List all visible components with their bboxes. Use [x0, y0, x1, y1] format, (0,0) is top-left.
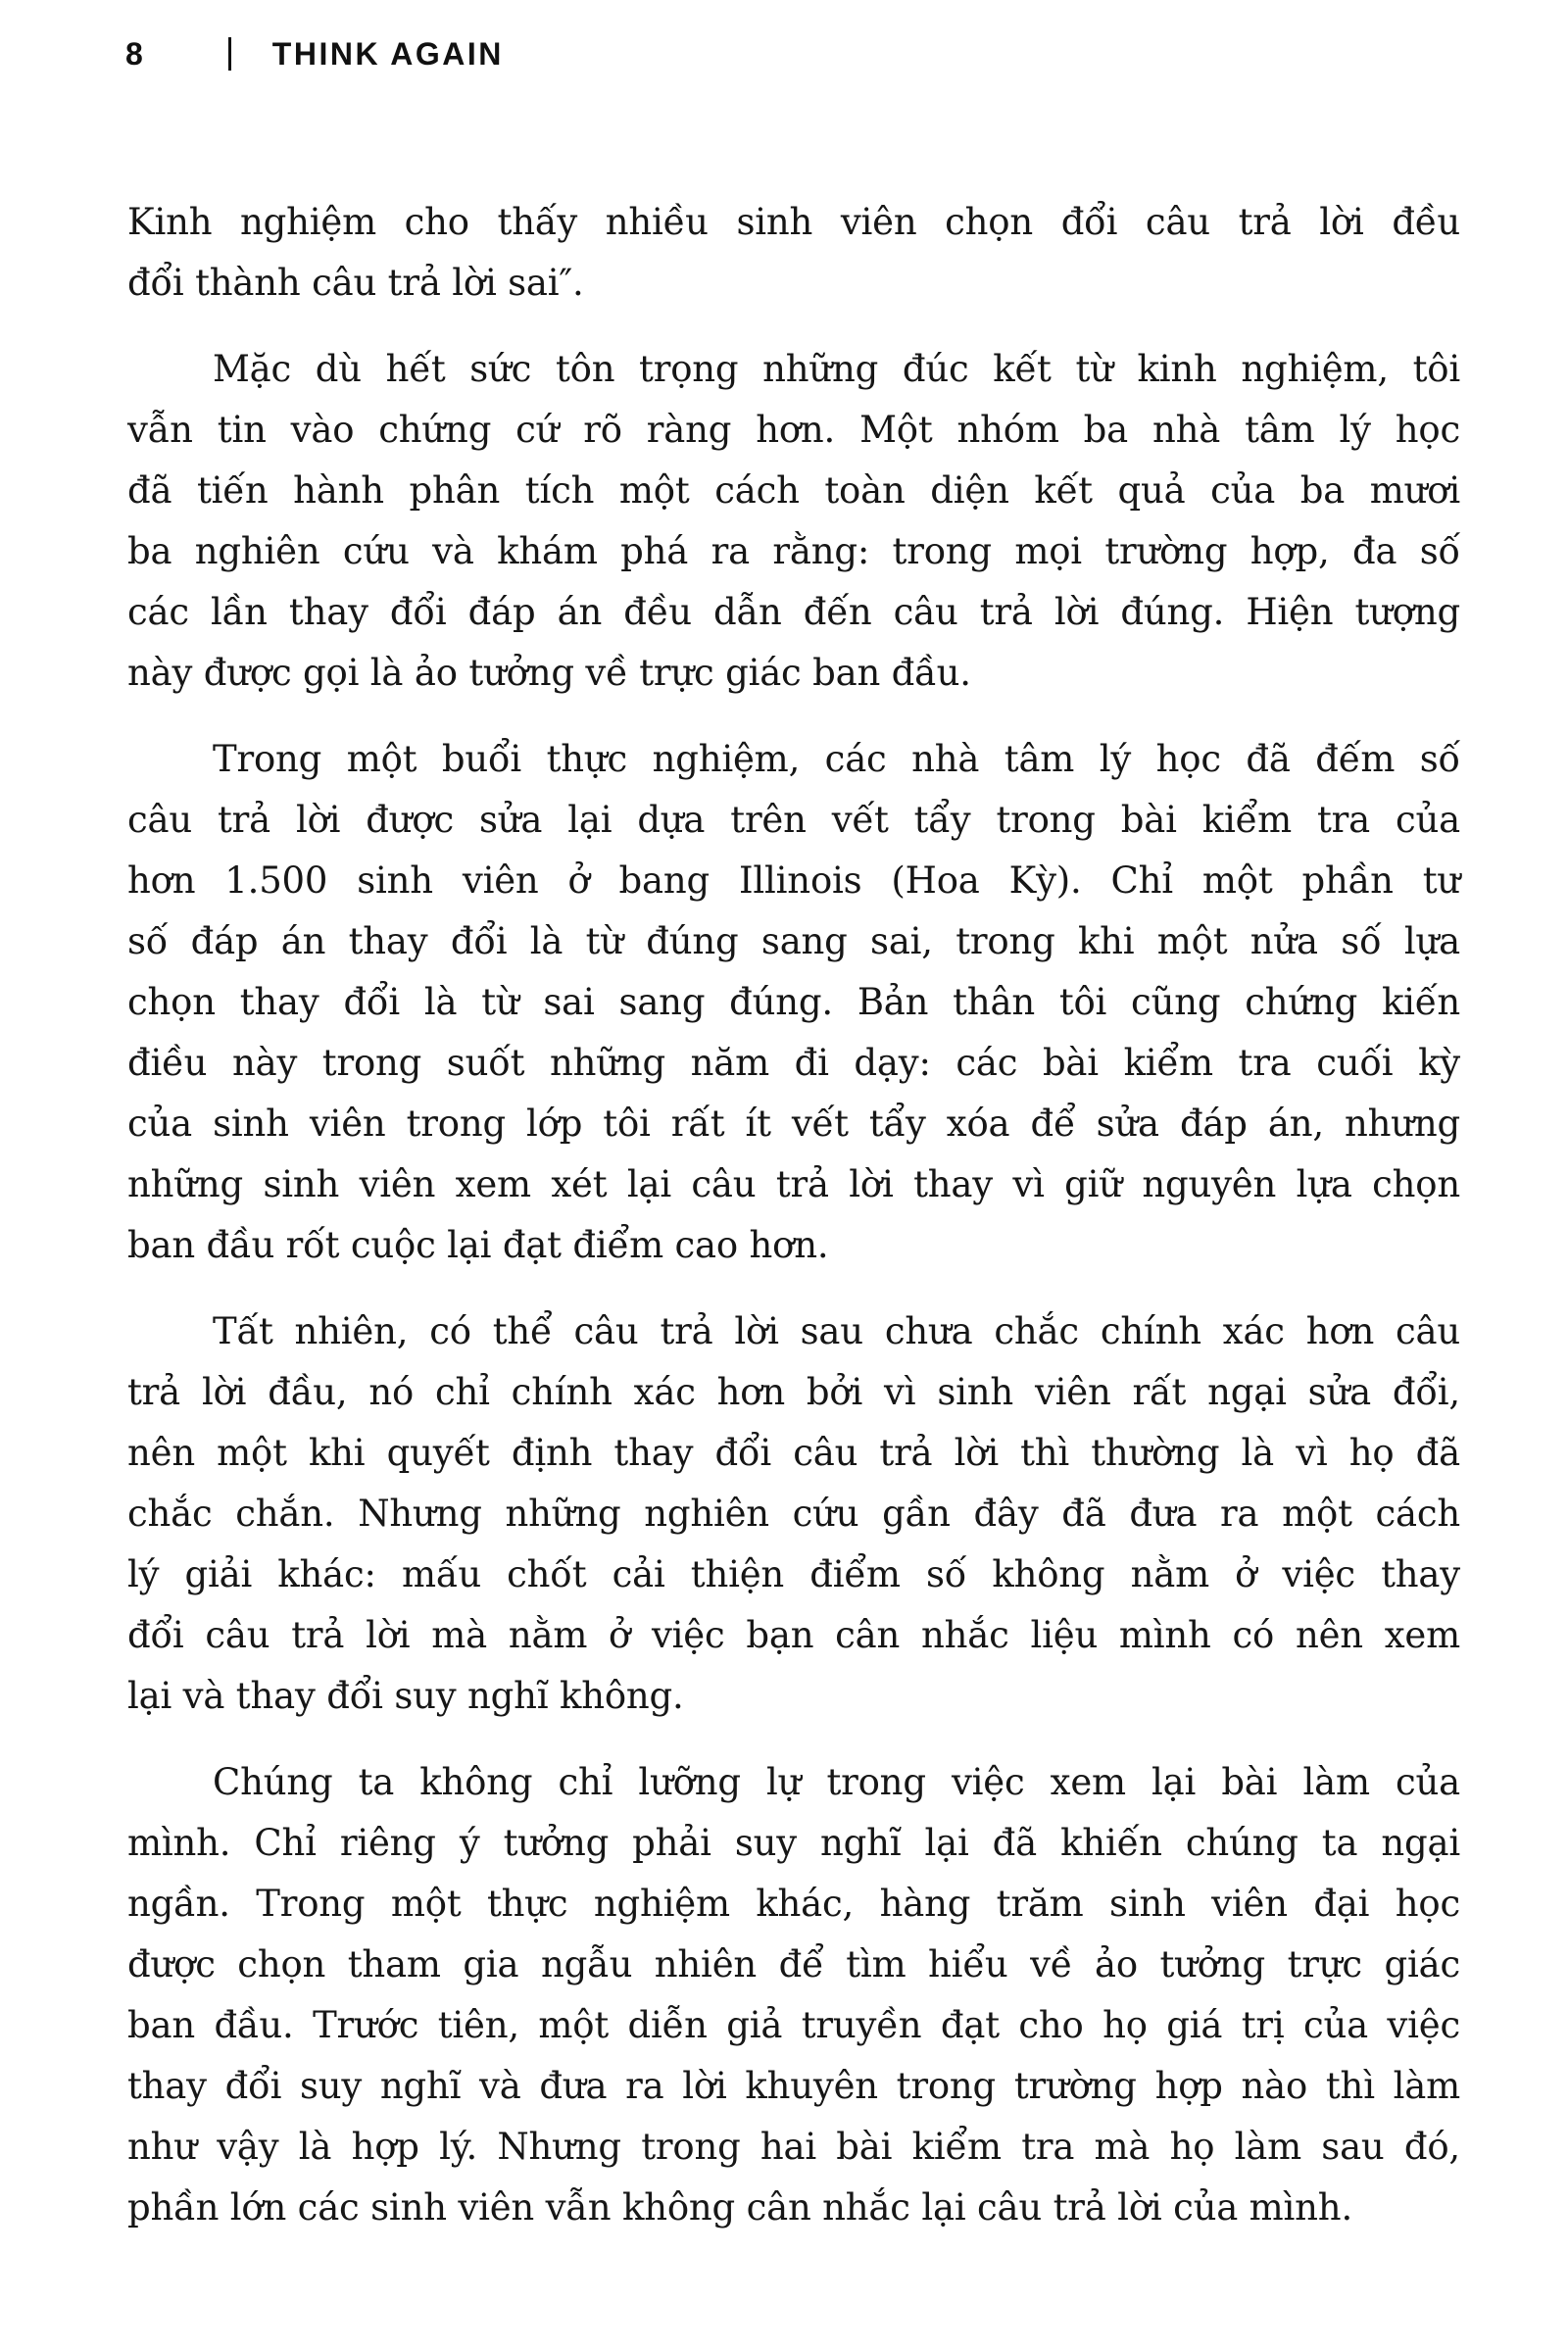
book-title: THINK AGAIN	[271, 36, 504, 72]
page-number: 8	[125, 36, 144, 72]
text-line: Mặc dù hết sức tôn trọng những đúc kết từ kinh nghiệm, tôi	[213, 348, 1460, 390]
text-line: ban đầu. Trước tiên, một diễn giả truyền đạt cho họ giá trị của việc	[127, 2004, 1460, 2046]
text-line: đổi câu trả lời mà nằm ở việc bạn cân nhắc liệu mình có nên xem	[127, 1614, 1460, 1656]
text-line: hơn 1.500 sinh viên ở bang Illinois (Hoa Kỳ). Chỉ một phần tư	[127, 859, 1460, 902]
text-line: này được gọi là ảo tưởng về trực giác ban đầu.	[127, 652, 971, 694]
paragraph	[127, 339, 1460, 704]
text-line: của sinh viên trong lớp tôi rất ít vết tẩy xóa để sửa đáp án, nhưng	[127, 1102, 1460, 1145]
text-line: lý giải khác: mấu chốt cải thiện điểm số không nằm ở việc thay	[127, 1553, 1460, 1595]
text-line: trả lời đầu, nó chỉ chính xác hơn bởi vì sinh viên rất ngại sửa đổi,	[127, 1371, 1460, 1413]
header-divider	[228, 37, 231, 71]
text-line: những sinh viên xem xét lại câu trả lời thay vì giữ nguyên lựa chọn	[127, 1163, 1460, 1205]
text-line: các lần thay đổi đáp án đều dẫn đến câu trả lời đúng. Hiện tượng	[127, 591, 1460, 633]
text-line: chắc chắn. Nhưng những nghiên cứu gần đây đã đưa ra một cách	[127, 1493, 1460, 1535]
text-line: Trong một buổi thực nghiệm, các nhà tâm lý học đã đếm số	[213, 738, 1460, 780]
paragraph	[127, 1301, 1460, 1727]
text-line: được chọn tham gia ngẫu nhiên để tìm hiểu về ảo tưởng trực giác	[127, 1943, 1460, 1985]
text-line: Chúng ta không chỉ lưỡng lự trong việc xem lại bài làm của	[213, 1761, 1460, 1803]
text-line: đã tiến hành phân tích một cách toàn diện kết quả của ba mươi	[127, 469, 1460, 512]
page-body	[127, 192, 1460, 2238]
paragraph	[127, 192, 1460, 314]
text-line: chọn thay đổi là từ sai sang đúng. Bản thân tôi cũng chứng kiến	[127, 981, 1460, 1023]
text-line: ban đầu rốt cuộc lại đạt điểm cao hơn.	[127, 1224, 829, 1266]
text-line: lại và thay đổi suy nghĩ không.	[127, 1675, 684, 1717]
text-line: đổi thành câu trả lời sai″.	[127, 262, 584, 304]
text-line: như vậy là hợp lý. Nhưng trong hai bài kiểm tra mà họ làm sau đó,	[127, 2126, 1460, 2168]
text-line: mình. Chỉ riêng ý tưởng phải suy nghĩ lại đã khiến chúng ta ngại	[127, 1822, 1460, 1864]
text-line: câu trả lời được sửa lại dựa trên vết tẩy trong bài kiểm tra của	[127, 799, 1460, 841]
paragraph	[127, 1752, 1460, 2238]
text-line: điều này trong suốt những năm đi dạy: các bài kiểm tra cuối kỳ	[127, 1042, 1460, 1084]
paragraph	[127, 729, 1460, 1276]
text-line: số đáp án thay đổi là từ đúng sang sai, trong khi một nửa số lựa	[127, 920, 1460, 962]
text-line: vẫn tin vào chứng cứ rõ ràng hơn. Một nhóm ba nhà tâm lý học	[127, 409, 1460, 451]
text-line: ngần. Trong một thực nghiệm khác, hàng trăm sinh viên đại học	[127, 1883, 1460, 1925]
text-line: phần lớn các sinh viên vẫn không cân nhắc lại câu trả lời của mình.	[127, 2186, 1353, 2229]
text-line: nên một khi quyết định thay đổi câu trả lời thì thường là vì họ đã	[127, 1432, 1460, 1474]
text-line: Kinh nghiệm cho thấy nhiều sinh viên chọn đổi câu trả lời đều	[127, 201, 1460, 243]
running-header	[125, 37, 504, 71]
text-line: thay đổi suy nghĩ và đưa ra lời khuyên trong trường hợp nào thì làm	[127, 2065, 1460, 2107]
text-line: ba nghiên cứu và khám phá ra rằng: trong mọi trường hợp, đa số	[127, 530, 1460, 572]
text-line: Tất nhiên, có thể câu trả lời sau chưa chắc chính xác hơn câu	[213, 1310, 1460, 1352]
